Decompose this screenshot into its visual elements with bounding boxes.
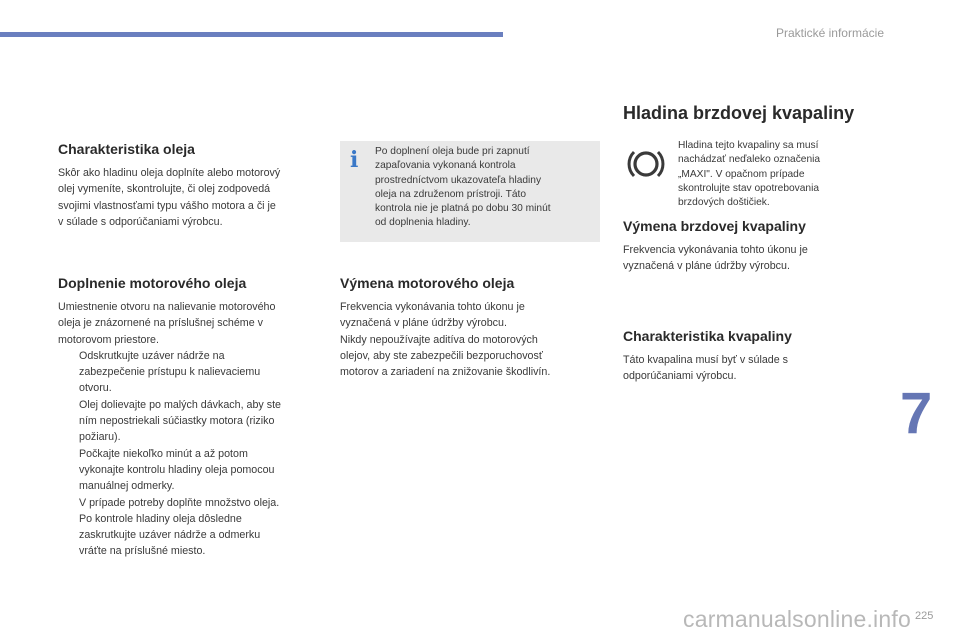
fluid-characteristics-text <box>623 352 883 385</box>
info-icon: i <box>350 147 359 173</box>
list-item <box>58 511 323 560</box>
text-line: zapaľovania vykonaná kontrola <box>375 160 516 172</box>
oil-characteristics-section <box>58 141 323 230</box>
brake-change-text <box>623 242 883 275</box>
text-line: Po doplnení oleja bude pri zapnutí <box>375 146 530 157</box>
text-line: ním nepostriekali súčiastky motora (riziko <box>79 415 275 428</box>
text-line: V prípade potreby doplňte množstvo oleja. <box>79 496 280 509</box>
fluid-characteristics-section <box>623 328 883 385</box>
text-line: Olej dolievajte po malých dávkach, aby ste <box>79 398 281 411</box>
text-line: motorovom priestore. <box>58 333 159 346</box>
text-line: vyznačená v pláne údržby výrobcu. <box>340 317 507 330</box>
brake-change-section <box>623 218 883 275</box>
text-line: olejov, aby ste zabezpečili bezporuchovosť <box>340 349 543 362</box>
oil-refill-title: Doplnenie motorového oleja <box>58 275 247 291</box>
text-line: „MAXI". V opačnom prípade <box>678 168 805 180</box>
info-note-text <box>375 145 590 231</box>
section-title: Praktické informácie <box>775 26 884 40</box>
text-line: zaskrutkujte uzáver nádrže a odmerku <box>79 529 261 542</box>
page-number: 225 <box>915 610 934 622</box>
text-line: Táto kvapalina musí byť v súlade s <box>623 354 788 366</box>
text-line: manuálnej odmerky. <box>79 480 175 493</box>
text-line: Počkajte niekoľko minút a až potom <box>79 447 248 460</box>
text-line: v súlade s odporúčaniami výrobcu. <box>58 215 223 228</box>
text-line: otvoru. <box>79 382 112 395</box>
text-line: oleja je znázornené na príslušnej schéme v <box>58 317 263 330</box>
brake-level-text <box>678 139 868 210</box>
text-line: vráťte na príslušné miesto. <box>79 545 206 558</box>
text-line: motorov a zariadení na znižovanie škodlivín. <box>340 366 551 379</box>
text-line: vyznačená v pláne údržby výrobcu. <box>623 260 790 273</box>
chapter-number: 7 <box>900 381 933 446</box>
list-item <box>58 348 323 397</box>
text-line: Odskrutkujte uzáver nádrže na <box>79 349 225 362</box>
oil-change-text <box>340 299 605 380</box>
oil-refill-steps <box>58 348 323 560</box>
text-line: prostredníctvom ukazovateľa hladiny <box>375 174 542 186</box>
text-line: nachádzať neďaleko označenia <box>678 154 821 166</box>
text-line: skontrolujte stav opotrebovania <box>678 182 820 194</box>
list-item <box>58 397 323 446</box>
text-line: Frekvencia vykonávania tohto úkonu je <box>623 244 808 256</box>
text-line: oleja na združenom prístroji. Táto <box>375 188 527 200</box>
brake-fluid-title: Hladina brzdovej kvapaliny <box>623 103 855 123</box>
text-line: olej vymeníte, skontrolujte, či olej zodpovedá <box>58 183 271 196</box>
oil-refill-section <box>58 275 323 560</box>
header-accent-bar <box>0 32 503 37</box>
text-line: kontrola nie je platná po dobu 30 minút <box>375 203 551 215</box>
oil-change-title: Výmena motorového oleja <box>340 275 515 291</box>
list-item <box>58 446 323 495</box>
oil-characteristics-title: Charakteristika oleja <box>58 141 195 157</box>
brake-warning-icon <box>625 143 667 185</box>
text-line: od doplnenia hladiny. <box>375 217 471 229</box>
text-line: Frekvencia vykonávania tohto úkonu je <box>340 301 525 313</box>
list-item <box>58 495 323 511</box>
text-line: Skôr ako hladinu oleja doplníte alebo motorový <box>58 167 281 179</box>
text-line: odporúčaniami výrobcu. <box>623 370 737 383</box>
text-line: svojimi vlastnosťami typu vášho motora a či je <box>58 199 276 212</box>
oil-characteristics-text <box>58 165 323 230</box>
fluid-characteristics-title: Charakteristika kvapaliny <box>623 328 792 344</box>
watermark: carmanualsonline.info <box>683 606 911 632</box>
oil-change-section <box>340 275 605 380</box>
text-line: brzdových doštičiek. <box>678 197 770 209</box>
text-line: požiaru). <box>79 431 121 444</box>
text-line: zabezpečenie prístupu k nalievaciemu <box>79 366 261 379</box>
info-note-box <box>340 141 600 242</box>
text-line: vykonajte kontrolu hladiny oleja pomocou <box>79 463 275 476</box>
text-line: Hladina tejto kvapaliny sa musí <box>678 140 819 151</box>
brake-change-title: Výmena brzdovej kvapaliny <box>623 218 806 234</box>
text-line: Umiestnenie otvoru na nalievanie motorového <box>58 301 276 313</box>
oil-refill-intro <box>58 299 323 348</box>
text-line: Nikdy nepoužívajte aditíva do motorových <box>340 333 538 346</box>
text-line: Po kontrole hladiny oleja dôsledne <box>79 512 242 525</box>
